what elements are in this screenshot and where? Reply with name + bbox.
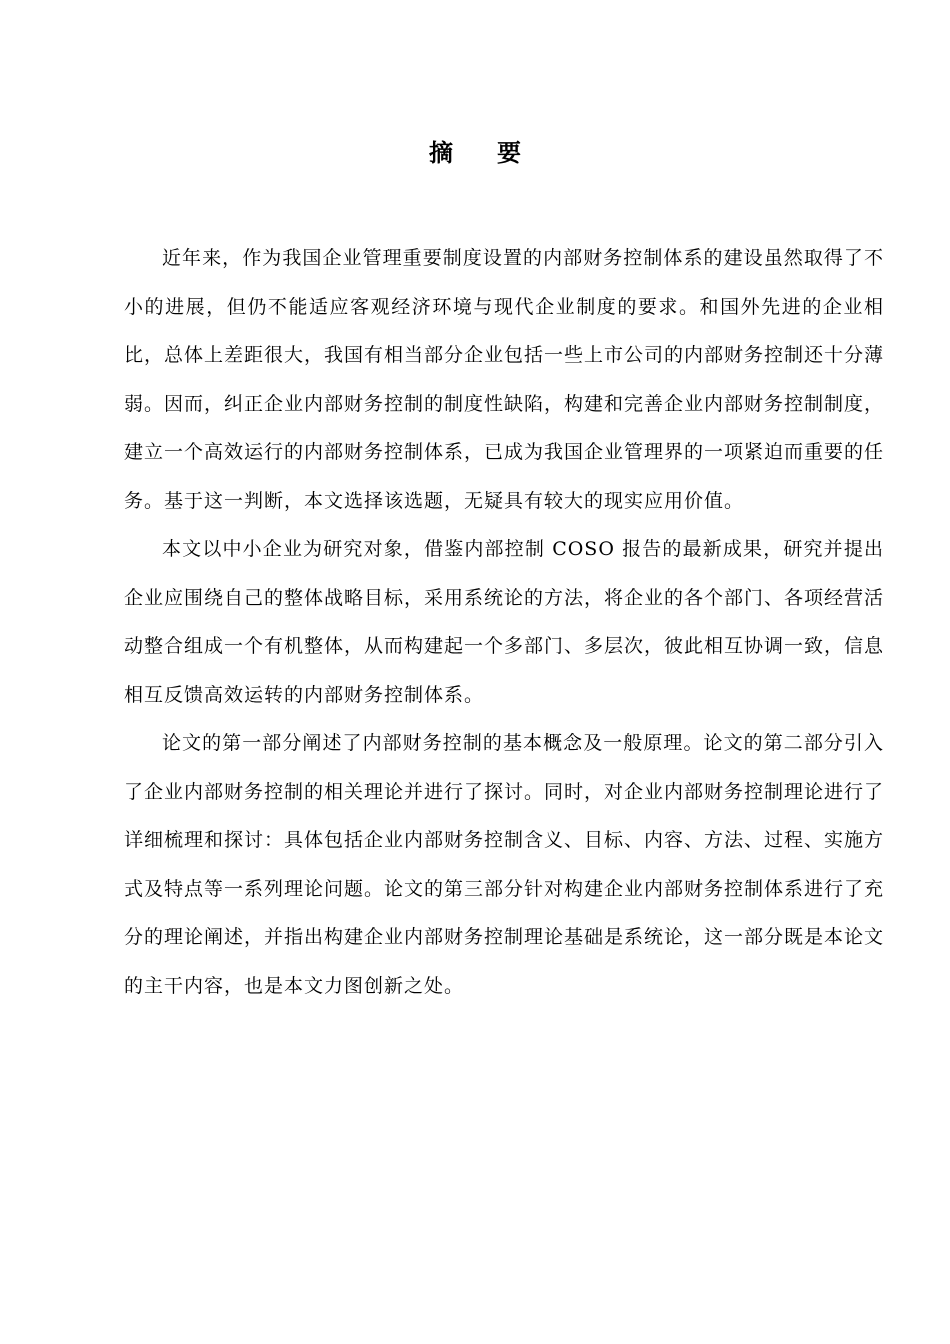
paragraph-3: 论文的第一部分阐述了内部财务控制的基本概念及一般原理。论文的第二部分引入了企业内部财务控制的相关理论并进行了探讨。同时，对企业内部财务控制理论进行了详细梳理和探讨：具体包括企业内部财务控制含义、目标、内容、方法、过程、实施方式及特点等一系列理论问题。论文的第三部分针对构建企业内部财务控制体系进行了充分的理论阐述，并指出构建企业内部财务控制理论基础是系统论，这一部分既是本论文的主干内容，也是本文力图创新之处。 bbox=[124, 732, 885, 997]
paragraph-1: 近年来，作为我国企业管理重要制度设置的内部财务控制体系的建设虽然取得了不小的进展，但仍不能适应客观经济环境与现代企业制度的要求。和国外先进的企业相比，总体上差距很大，我国有相当部分企业包括一些上市公司的内部财务控制还十分薄弱。因而，纠正企业内部财务控制的制度性缺陷，构建和完善企业内部财务控制制度，建立一个高效运行的内部财务控制体系，已成为我国企业管理界的一项紧迫而重要的任务。基于这一判断，本文选择该选题，无疑具有较大的现实应用价值。 bbox=[124, 247, 885, 512]
page-title: 摘要 bbox=[429, 139, 565, 167]
paragraph-2: 本文以中小企业为研究对象，借鉴内部控制 COSO 报告的最新成果，研究并提出企业应围绕自己的整体战略目标，采用系统论的方法，将企业的各个部门、各项经营活动整合组成一个有机整体，从而构建起一个多部门、多层次，彼此相互协调一致，信息相互反馈高效运转的内部财务控制体系。 bbox=[124, 538, 885, 706]
abstract-body bbox=[124, 234, 884, 1010]
